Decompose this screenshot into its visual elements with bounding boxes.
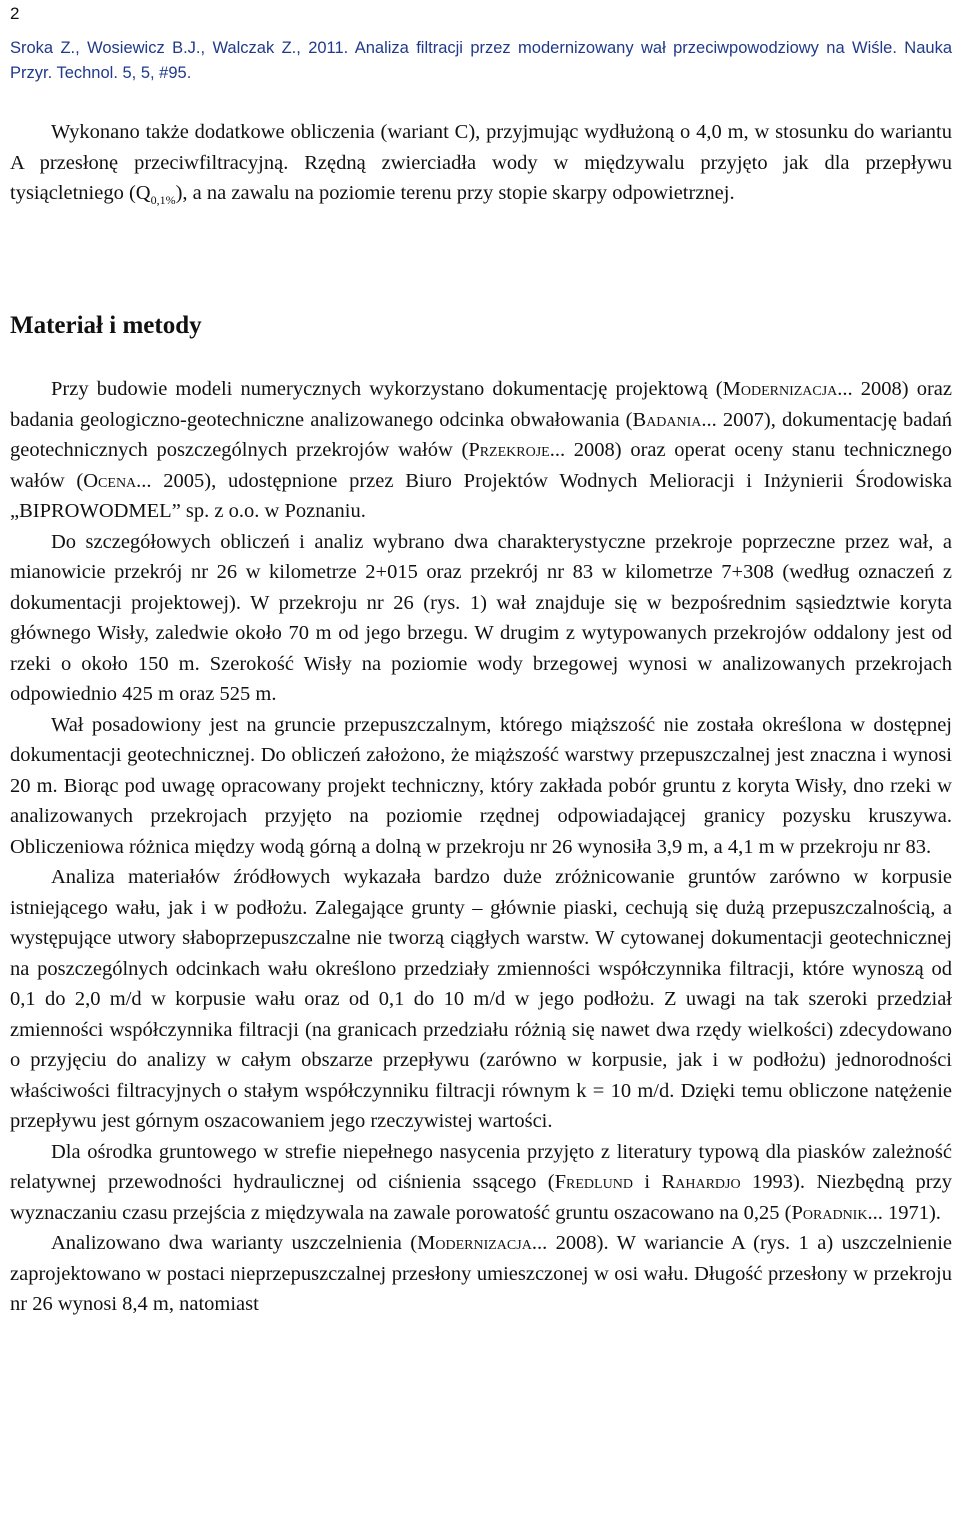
paragraph-4: Analiza materiałów źródłowych wykazała bardzo duże zróżnicowanie gruntów zarówno w korpusie istniejącego wału, jak i w podłożu. Zalegające grunty – głównie piaski, cechują się dużą przepuszczalnością, a występujące utwory słaboprzepuszczalne nie tworzą ciągłych warstw. W cytowanej dokumentacji geotechnicznej na poszczególnych odcinkach wału określono przedziały zmienności współczynnika filtracji, które wynoszą od 0,1 do 2,0 m/d w korpusie wału oraz od 0,1 do 10 m/d w jego podłożu. Z uwagi na tak szeroki przedział zmienności współczynnika filtracji (na granicach przedziału różnią się nawet dwa rzędy wielkości) zdecydowano o przyjęciu do analizy w całym obszarze przepływu (zarówno w korpusie, jak i w podłożu) jednorodności właściwości filtracyjnych o stałym współczynniku filtracji równym k = 10 m/d. Dzięki temu obliczone natężenie przepływu jest górnym oszacowaniem jego rzeczywistej wartości. bbox=[10, 866, 952, 1132]
p6-ref-1: Modernizacja bbox=[417, 1232, 532, 1254]
p1-text-1: Przy budowie modeli numerycznych wykorzystano dokumentację projektową ( bbox=[51, 378, 723, 400]
section-heading: Materiał i metody bbox=[10, 312, 202, 339]
p6-text-2: ... 2008). W wariancie A (rys. 1 a) uszczelnienie zaprojektowano w postaci nieprzepuszczalnej przesłony umieszczonej w osi wału. Długość przesłony w przekroju nr 26 wynosi 8,4 m, natomiast bbox=[10, 1232, 953, 1315]
p1-text-5: ... 2005), udostępnione przez Biuro Projektów Wodnych Melioracji i Inżynierii Środowiska „BIPROWODMEL” sp. z o.o. w Poznaniu. bbox=[10, 469, 952, 522]
p6-text-1: Analizowano dwa warianty uszczelnienia ( bbox=[51, 1232, 418, 1254]
paragraph-5 bbox=[10, 1137, 952, 1229]
page-number: 2 bbox=[10, 4, 20, 23]
main-body bbox=[10, 374, 952, 1320]
p1-ref-1: Modernizacja bbox=[722, 378, 838, 400]
p5-ref-3: Poradnik bbox=[791, 1201, 868, 1224]
citation-header bbox=[10, 36, 952, 86]
intro-text-2: ), a na zawalu na poziomie terenu przy stopie skarpy odpowietrznej. bbox=[175, 182, 735, 204]
p5-ref-1: Fredlund bbox=[554, 1171, 633, 1193]
paragraph-2: Do szczegółowych obliczeń i analiz wybrano dwa charakterystyczne przekroje poprzeczne przez wał, a mianowicie przekrój nr 26 w kilometrze 2+015 oraz przekrój nr 83 w kilometrze 7+308 (według oznaczeń z dokumentacji projektowej). W przekroju nr 26 (rys. 1) wał znajduje się w bezpośrednim sąsiedztwie koryta głównego Wisły, zaledwie około 70 m od jego brzegu. W drugim z wytypowanych przekrojów oddalony jest od rzeki o około 150 m. Szerokość Wisły na poziomie wody brzegowej wynosi w analizowanych przekrojach odpowiednio 425 m oraz 525 m. bbox=[10, 530, 952, 705]
p5-ref-2: Rahardjo bbox=[661, 1171, 741, 1193]
p1-text-4: ... 2008) oraz operat oceny stanu technicznego wałów ( bbox=[10, 439, 952, 492]
p1-text-3: ... 2007), dokumentację badań geotechnicznych poszczególnych przekrojów wałów ( bbox=[10, 408, 952, 461]
paragraph-3: Wał posadowiony jest na gruncie przepuszczalnym, którego miąższość nie została określona w dostępnej dokumentacji geotechnicznej. Do obliczeń założono, że miąższość warstwy przepuszczalnej jest znaczna i wynosi 20 m. Biorąc pod uwagę opracowany projekt techniczny, który zakłada pobór gruntu z koryta Wisły, dno rzeki w analizowanych przekrojach przyjęto na poziomie rzędnej odpowiadającej granicy pozysku kruszywa. Obliczeniowa różnica między wodą górną a dolną w przekroju nr 26 wynosiła 3,9 m, a 4,1 m w przekroju nr 83. bbox=[10, 713, 952, 858]
p1-text-2: ... 2008) oraz badania geologiczno-geotechniczne analizowanego odcinka obwałowania ( bbox=[10, 378, 953, 431]
paragraph-1 bbox=[10, 374, 952, 527]
intro-subscript: 0,1% bbox=[150, 193, 176, 208]
intro-paragraph bbox=[10, 117, 952, 209]
p5-text-3: 1993). Niezbędną przy wyznaczaniu czasu przejścia z międzywala na zawale porowatość gruntu oszacowano na 0,25 ( bbox=[10, 1171, 952, 1224]
intro-text-1: Wykonano także dodatkowe obliczenia (wariant C), przyjmując wydłużoną o 4,0 m, w stosunku do wariantu A przesłonę przeciwfiltracyjną. Rzędną zwierciadła wody w międzywalu przyjęto jak dla przepływu tysiącletniego (Q bbox=[10, 121, 952, 204]
p1-ref-3: Przekroje bbox=[468, 439, 550, 461]
p5-text-2: i bbox=[632, 1171, 662, 1193]
p1-ref-2: Badania bbox=[632, 408, 702, 431]
p5-text-1: Dla ośrodka gruntowego w strefie niepełnego nasycenia przyjęto z literatury typową dla piasków zależność relatywnej przewodności hydraulicznej od ciśnienia ssącego ( bbox=[10, 1140, 952, 1193]
citation-text: Sroka Z., Wosiewicz B.J., Walczak Z., 2011. Analiza filtracji przez modernizowany wał przeciwpowodziowy na Wiśle. Nauka Przyr. Technol. 5, 5, #95. bbox=[10, 39, 952, 82]
paragraph-6 bbox=[10, 1228, 952, 1320]
p5-text-4: ... 1971). bbox=[867, 1201, 941, 1224]
p1-ref-4: Ocena bbox=[83, 469, 137, 492]
